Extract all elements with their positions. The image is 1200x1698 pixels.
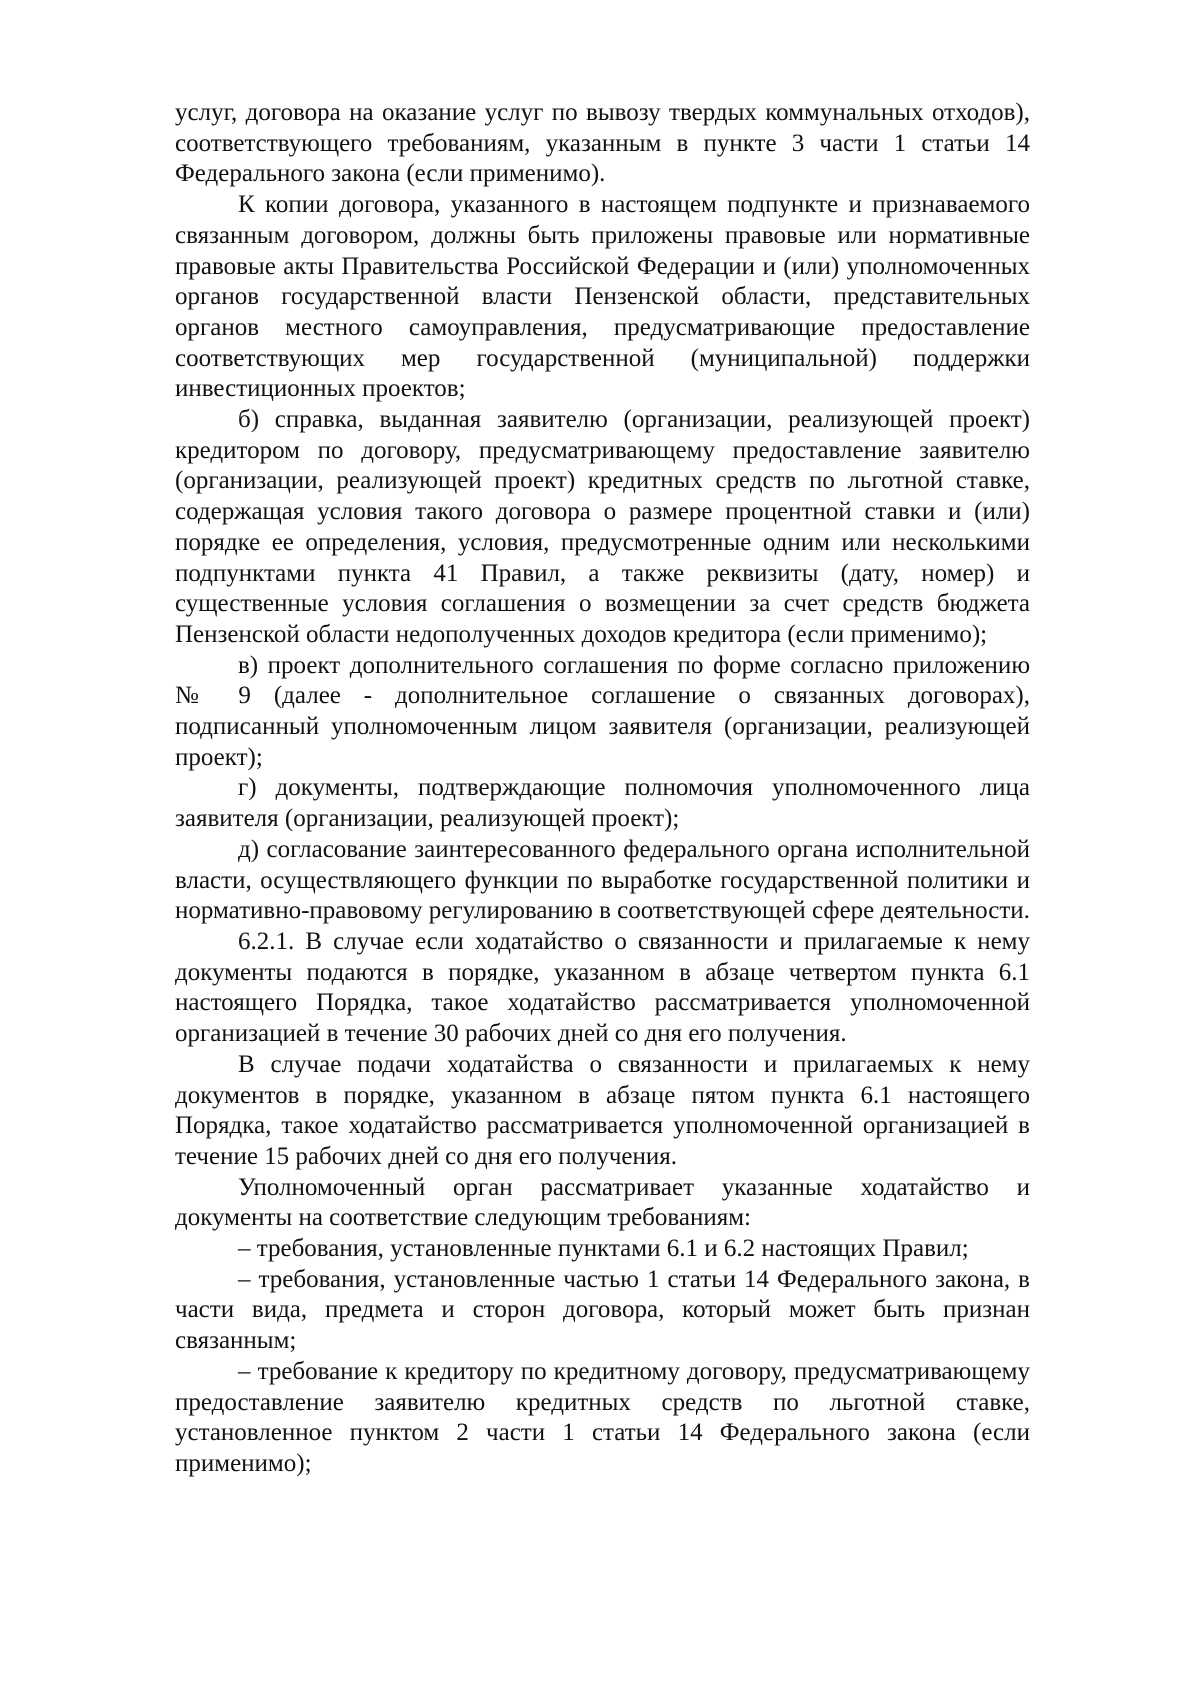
paragraph: К копии договора, указанного в настоящем подпункте и признаваемого связанным договором, должны быть приложены правовые или нормативные правовые акты Правительства Российской Федерации и (или) уполномоченных органов государственной власти Пензенской области, представительных органов местного самоуправления, предусматривающие предоставление соответствующих мер государственной (муниципальной) поддержки инвестиционных проектов; [175,191,1030,403]
paragraph: б) справка, выданная заявителю (организации, реализующей проект) кредитором по договору, предусматривающему предоставление заявителю (организации, реализующей проект) кредитных средств по льготной ставке, содержащая условия такого договора о размере процентной ставки и (или) порядке ее определения, условия, предусмотренные одним или несколькими подпунктами пункта 41 Правил, а также реквизиты (дату, номер) и существенные условия соглашения о возмещении за счет средств бюджета Пензенской области недополученных доходов кредитора (если применимо); [175,406,1030,648]
paragraph: В случае подачи ходатайства о связанности и прилагаемых к нему документов в порядке, указанном в абзаце пятом пункта 6.1 настоящего Порядка, такое ходатайство рассматривается уполномоченной организацией в течение 15 рабочих дней со дня его получения. [175,1050,1030,1170]
document-page [175,98,1030,1480]
list-item: – требование к кредитору по кредитному договору, предусматривающему предоставление заявителю кредитных средств по льготной ставке, установленное пунктом 2 части 1 статьи 14 Федерального закона (если применимо); [175,1357,1030,1477]
paragraph: в) проект дополнительного соглашения по форме согласно приложению № 9 (далее - дополнительное соглашение о связанных договорах), подписанный уполномоченным лицом заявителя (организации, реализующей проект); [175,651,1030,771]
paragraph: г) документы, подтверждающие полномочия уполномоченного лица заявителя (организации, реализующей проект); [175,774,1030,833]
list-item: – требования, установленные частью 1 статьи 14 Федерального закона, в части вида, предмета и сторон договора, который может быть признан связанным; [175,1265,1030,1355]
list-item: – требования, установленные пунктами 6.1 и 6.2 настоящих Правил; [238,1235,969,1263]
paragraph: услуг, договора на оказание услуг по вывозу твердых коммунальных отходов), соответствующего требованиям, указанным в пункте 3 части 1 статьи 14 Федерального закона (если применимо). [175,99,1030,188]
paragraph: Уполномоченный орган рассматривает указанные ходатайство и документы на соответствие следующим требованиям: [175,1173,1030,1232]
paragraph: 6.2.1. В случае если ходатайство о связанности и прилагаемые к нему документы подаются в порядке, указанном в абзаце четвертом пункта 6.1 настоящего Порядка, такое ходатайство рассматривается уполномоченной организацией в течение 30 рабочих дней со дня его получения. [175,927,1030,1048]
paragraph: д) согласование заинтересованного федерального органа исполнительной власти, осуществляющего функции по выработке государственной политики и нормативно-правовому регулированию в соответствующей сфере деятельности. [175,835,1030,925]
